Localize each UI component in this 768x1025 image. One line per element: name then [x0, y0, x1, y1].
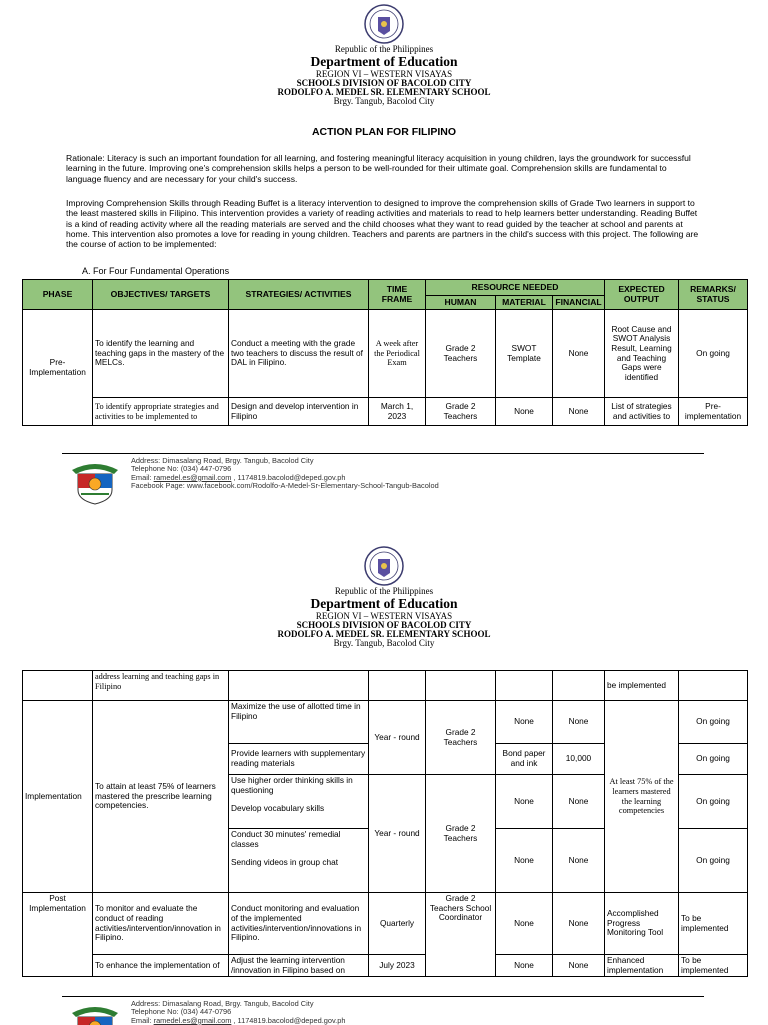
table-row	[23, 398, 748, 426]
expected-output-cell: List of strategies and activities to	[605, 398, 679, 426]
republic-text: Republic of the Philippines	[334, 586, 434, 596]
material-cell: None	[496, 829, 553, 893]
footer-address: Address: Dimasalang Road, Brgy. Tangub, Bacolod City	[131, 999, 314, 1008]
header-material: MATERIAL	[496, 296, 553, 310]
material-cell: Bond paper and ink	[496, 744, 553, 775]
deped-seal-icon	[364, 4, 404, 44]
material-cell: SWOT Template	[496, 310, 553, 398]
expected-output-cell: Enhanced implementation	[605, 955, 679, 977]
objective-cell: address learning and teaching gaps in Filipino	[93, 671, 229, 701]
objective-cell: To attain at least 75% of learners mastered the prescribe learning competencies.	[93, 701, 229, 893]
republic-text: Republic of the Philippines	[334, 44, 434, 54]
time-frame-cell: March 1, 2023	[369, 398, 426, 426]
strategy-cell: Adjust the learning intervention /innovation in Filipino based on	[229, 955, 369, 977]
header-time-frame: TIME FRAME	[369, 280, 426, 310]
strategy-cell	[229, 829, 369, 893]
deped-seal-icon	[364, 546, 404, 586]
financial-cell: 10,000	[553, 744, 605, 775]
strategy-cell	[229, 671, 369, 701]
table-row	[23, 955, 748, 977]
header-objectives: OBJECTIVES/ TARGETS	[93, 280, 229, 310]
financial-cell: None	[553, 398, 605, 426]
material-cell: None	[496, 893, 553, 955]
material-cell: None	[496, 775, 553, 829]
objective-cell: To enhance the implementation of	[93, 955, 229, 977]
footer-facebook: Facebook Page: www.facebook.com/Rodolfo-A-Medel-Sr-Elementary-School-Tangub-Bacolod	[131, 481, 439, 491]
footer-email-2: , 1174819.bacolod@deped.gov.ph	[233, 472, 346, 482]
footer-email-link[interactable]: ramedel.es@gmail.com	[153, 1015, 232, 1025]
footer-email-2: , 1174819.bacolod@deped.gov.ph	[233, 1015, 346, 1025]
table-row	[23, 893, 748, 955]
objective-cell: To identify appropriate strategies and activities to be implemented to	[93, 398, 229, 426]
time-frame-cell: Quarterly	[369, 893, 426, 955]
strategy-cell: Conduct a meeting with the grade two teachers to discuss the result of DAL in Filipino.	[229, 310, 369, 398]
header-financial: FINANCIAL	[553, 296, 605, 310]
strategy-line: Sending videos in group chat	[231, 857, 339, 868]
expected-output-text: At least 75% of the learners mastered the learning competencies	[609, 777, 674, 816]
department-title: Department of Education	[310, 596, 458, 611]
objective-cell: To identify the learning and teaching gaps in the mastery of the MELCs.	[93, 310, 229, 398]
strategy-cell: Design and develop intervention in Filipino	[229, 398, 369, 426]
phase-cell: Implementation	[23, 701, 93, 893]
barangay-text: Brgy. Tangub, Bacolod City	[333, 637, 435, 648]
table-row	[23, 701, 748, 744]
footer-email-link[interactable]: ramedel.es@gmail.com	[153, 472, 232, 482]
strategy-line: Conduct 30 minutes' remedial classes	[231, 829, 341, 849]
human-cell: Grade 2 Teachers School Coordinator	[426, 893, 496, 977]
material-cell	[496, 671, 553, 701]
phase-cell: Pre-Implementation	[23, 310, 93, 426]
letterhead	[0, 45, 768, 106]
footer-email-label: Email:	[131, 472, 152, 482]
strategy-cell	[229, 775, 369, 829]
action-plan-table-page-1	[22, 279, 748, 426]
human-cell	[426, 671, 496, 701]
page-two	[0, 512, 768, 1024]
remarks-cell: To be implemented	[679, 893, 748, 955]
phase-cell: Post Implementation	[23, 893, 93, 977]
section-heading: A. For Four Fundamental Operations	[82, 266, 230, 276]
page-one	[0, 0, 768, 512]
financial-cell: None	[553, 893, 605, 955]
financial-cell: None	[553, 310, 605, 398]
action-plan-table-page-2	[22, 670, 748, 977]
time-frame-cell: A week after the Periodical Exam	[369, 310, 426, 398]
rationale-paragraph: Rationale: Literacy is such an important foundation for all learning, and fostering meaningful literacy acquisition in young children, lays the groundwork for successful learning in the future. Improving one's comprehension skills helps a person to be well-rounded for their ultimate goal. Comprehension skills are fundamental to language fluency and are necessary for your child's success.	[66, 153, 691, 184]
remarks-cell: On going	[679, 310, 748, 398]
time-frame-cell: Year - round	[369, 775, 426, 893]
human-cell: Grade 2 Teachers	[426, 310, 496, 398]
footer-contact	[131, 1000, 345, 1025]
school-name: RODOLFO A. MEDEL SR. ELEMENTARY SCHOOL	[277, 628, 491, 639]
remarks-cell: On going	[679, 701, 748, 744]
school-logo-icon	[68, 460, 122, 506]
financial-cell: None	[553, 701, 605, 744]
human-cell: Grade 2 Teachers	[426, 701, 496, 775]
school-logo-icon	[68, 1003, 122, 1025]
phase-cell	[23, 671, 93, 701]
header-remarks: REMARKS/ STATUS	[679, 280, 748, 310]
footer-telephone: Telephone No: (034) 447-0796	[131, 464, 232, 474]
strategy-cell: Provide learners with supplementary reading materials	[229, 744, 369, 775]
header-phase: PHASE	[23, 280, 93, 310]
intro-paragraph: Improving Comprehension Skills through Reading Buffet is a literacy intervention to designed to improve the comprehension skills of Grade Two learners in support to the least mastered skills in Filipino. This intervention provides a variety of reading activities and materials to read to help learners better understanding. Reading Buffet is a kind of reading activity where all the reading materials are served and the child chooses what they want to read guided by the teacher at school and parents at home. This intervention also promotes a love for reading in young children. Teachers and parents are partners in the child's success with this project. The following are the course of action to be implemented:	[66, 198, 699, 250]
barangay-text: Brgy. Tangub, Bacolod City	[333, 95, 435, 106]
remarks-cell: Pre-implementation	[679, 398, 748, 426]
header-human: HUMAN	[426, 296, 496, 310]
material-cell: None	[496, 701, 553, 744]
financial-cell: None	[553, 955, 605, 977]
table-row	[23, 671, 748, 701]
remarks-cell: To be implemented	[679, 955, 748, 977]
financial-cell	[553, 671, 605, 701]
time-frame-cell: July 2023	[369, 955, 426, 977]
remarks-cell: On going	[679, 744, 748, 775]
footer-address: Address: Dimasalang Road, Brgy. Tangub, Bacolod City	[131, 456, 314, 465]
time-frame-cell: Year - round	[369, 701, 426, 775]
material-cell: None	[496, 955, 553, 977]
strategy-line: Develop vocabulary skills	[231, 803, 325, 814]
remarks-cell	[679, 671, 748, 701]
remarks-cell: On going	[679, 775, 748, 829]
table-row	[23, 310, 748, 398]
header-strategies: STRATEGIES/ ACTIVITIES	[229, 280, 369, 310]
region-text: REGION VI – WESTERN VISAYAS	[315, 68, 453, 79]
division-text: SCHOOLS DIVISION OF BACOLOD CITY	[296, 77, 472, 88]
financial-cell: None	[553, 829, 605, 893]
expected-output-cell: Root Cause and SWOT Analysis Result, Learning and Teaching Gaps were identified	[605, 310, 679, 398]
expected-output-cell: be implemented	[605, 671, 679, 701]
footer-email-label: Email:	[131, 1015, 152, 1025]
human-cell: Grade 2 Teachers	[426, 775, 496, 893]
footer-contact	[131, 457, 439, 491]
division-text: SCHOOLS DIVISION OF BACOLOD CITY	[296, 619, 472, 630]
page-footer	[62, 996, 704, 1025]
document-title: ACTION PLAN FOR FILIPINO	[311, 126, 457, 138]
letterhead	[0, 587, 768, 648]
expected-output-cell: Accomplished Progress Monitoring Tool	[605, 893, 679, 955]
page-footer	[62, 453, 704, 510]
strategy-line: Use higher order thinking skills in questioning	[231, 775, 353, 795]
remarks-cell: On going	[679, 829, 748, 893]
region-text: REGION VI – WESTERN VISAYAS	[315, 610, 453, 621]
human-cell: Grade 2 Teachers	[426, 398, 496, 426]
objective-cell: To monitor and evaluate the conduct of reading activities/intervention/innovation in Filipino.	[93, 893, 229, 955]
time-frame-cell	[369, 671, 426, 701]
financial-cell: None	[553, 775, 605, 829]
strategy-cell: Maximize the use of allotted time in Filipino	[229, 701, 369, 744]
footer-telephone: Telephone No: (034) 447-0796	[131, 1007, 232, 1017]
school-name: RODOLFO A. MEDEL SR. ELEMENTARY SCHOOL	[277, 86, 491, 97]
material-cell: None	[496, 398, 553, 426]
expected-output-cell	[605, 701, 679, 893]
header-expected-output: EXPECTED OUTPUT	[605, 280, 679, 310]
header-resource-needed: RESOURCE NEEDED	[426, 280, 605, 296]
department-title: Department of Education	[310, 54, 458, 69]
strategy-cell: Conduct monitoring and evaluation of the implemented activities/intervention/innovations in Filipino.	[229, 893, 369, 955]
